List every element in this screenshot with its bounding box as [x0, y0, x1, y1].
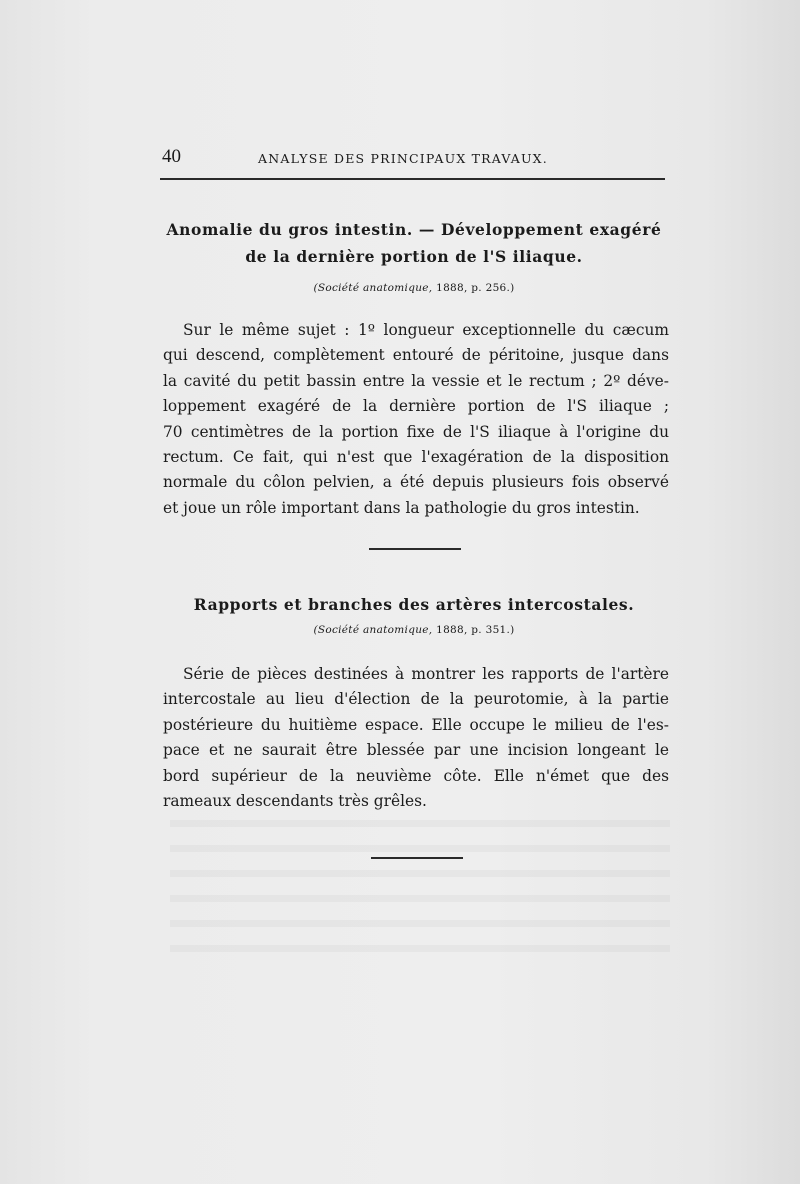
show-through-texture	[170, 820, 670, 970]
running-title: ANALYSE DES PRINCIPAUX TRAVAUX.	[258, 151, 548, 166]
section2-title: Rapports et branches des artères intercostales.	[193, 595, 635, 614]
section2-line: bord supérieur de la neuvième côte. Elle n'émet que des	[163, 766, 669, 785]
header-rule	[160, 178, 665, 180]
section1-citation-rest: 1888, p. 256.)	[432, 282, 515, 294]
end-separator-rule	[371, 857, 463, 859]
section1-title-line1: Anomalie du gros intestin. — Développement exagéré	[166, 220, 662, 239]
section1-citation	[160, 282, 668, 294]
page-number: 40	[162, 146, 181, 167]
section2-line: rameaux descendants très grêles.	[163, 792, 427, 811]
section2-citation-journal: (Société anatomique,	[313, 624, 433, 636]
section1-line: Sur le même sujet : 1º longueur exceptionnelle du cæcum	[183, 321, 669, 339]
section2-citation	[160, 624, 668, 636]
section2-line: postérieure du huitième espace. Elle occupe le milieu de l'es-	[163, 715, 669, 734]
section1-line: normale du côlon pelvien, a été depuis plusieurs fois observé	[163, 473, 669, 492]
section1-line: 70 centimètres de la portion fixe de l'S iliaque à l'origine du	[163, 422, 669, 441]
section2-line: pace et ne saurait être blessée par une incision longeant le	[163, 741, 669, 760]
section1-line: loppement exagéré de la dernière portion de l'S iliaque ;	[163, 397, 669, 416]
section1-line: rectum. Ce fait, qui n'est que l'exagération de la disposition	[163, 448, 669, 467]
section1-title-line2: de la dernière portion de l'S iliaque.	[245, 247, 583, 266]
section1-line: qui descend, complètement entouré de péritoine, jusque dans	[163, 346, 669, 365]
section2-line: intercostale au lieu d'élection de la peurotomie, à la partie	[163, 690, 669, 709]
section2-paragraph	[163, 662, 669, 814]
section1-citation-journal: (Société anatomique,	[313, 282, 433, 294]
section1-line: et joue un rôle important dans la pathologie du gros intestin.	[163, 498, 640, 517]
section2-line: Série de pièces destinées à montrer les rapports de l'artère	[183, 665, 669, 683]
running-head	[162, 146, 670, 170]
section-separator-rule	[369, 548, 461, 550]
section1-line: la cavité du petit bassin entre la vessie et le rectum ; 2º déve-	[163, 371, 669, 390]
section1-paragraph	[163, 318, 669, 521]
section2-citation-rest: 1888, p. 351.)	[432, 624, 515, 636]
